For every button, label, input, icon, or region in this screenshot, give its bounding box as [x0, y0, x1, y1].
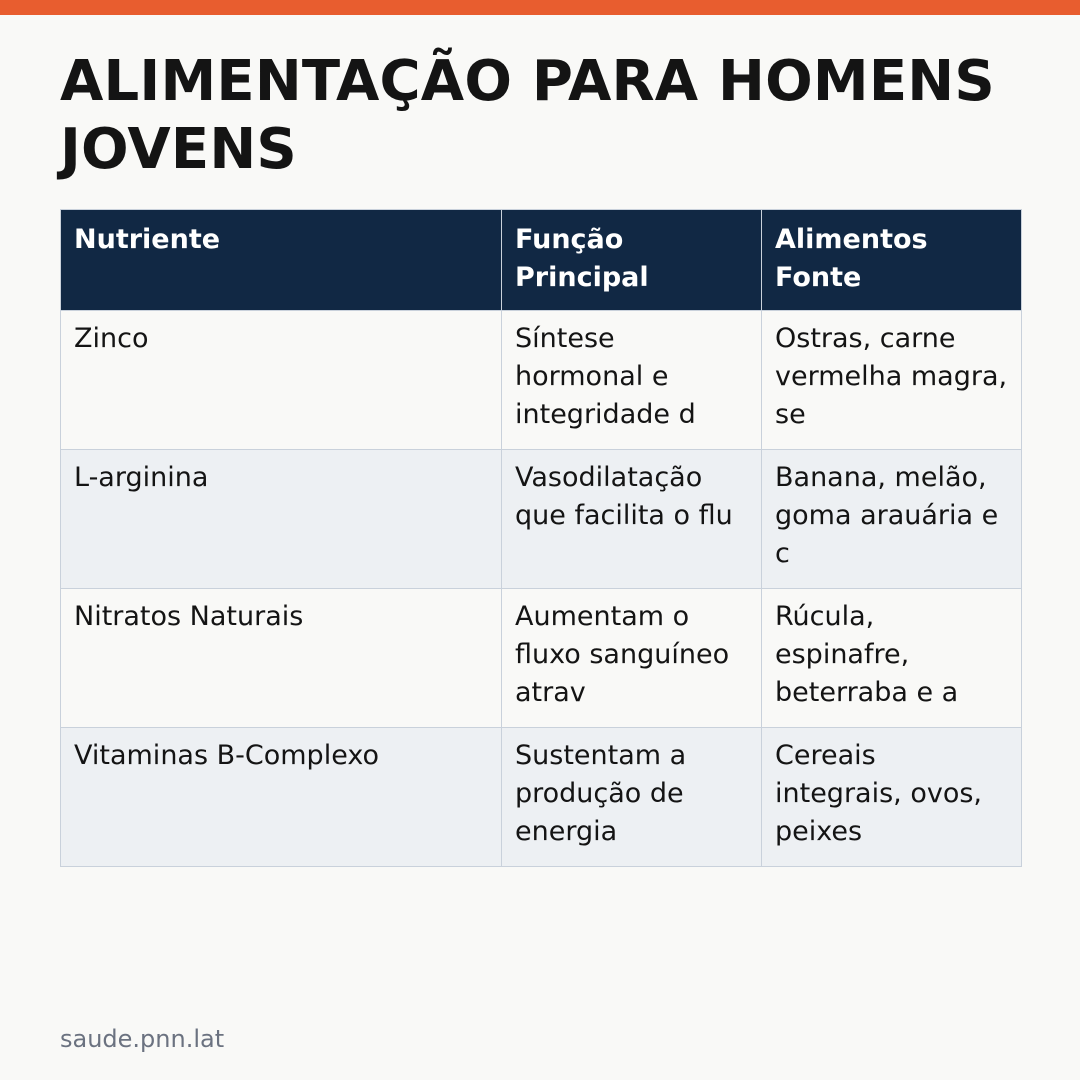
header-alimentos-fonte: Alimentos Fonte	[762, 210, 1022, 311]
food-source-cell: Ostras, carne vermelha magra, se	[762, 311, 1022, 450]
footer-site-url: saude.pnn.lat	[60, 1025, 225, 1053]
header-nutriente: Nutriente	[61, 210, 502, 311]
table-row	[61, 450, 1022, 589]
food-source-cell: Rúcula, espinafre, beterraba e a	[762, 589, 1022, 728]
function-cell: Aumentam o fluxo sanguíneo atrav	[502, 589, 762, 728]
header-funcao-principal: Função Principal	[502, 210, 762, 311]
table-header-row	[61, 210, 1022, 311]
table-row	[61, 728, 1022, 867]
function-cell: Síntese hormonal e integridade d	[502, 311, 762, 450]
function-cell: Sustentam a produção de energia	[502, 728, 762, 867]
nutrient-cell: Vitaminas B-Complexo	[61, 728, 502, 867]
nutrient-cell: Nitratos Naturais	[61, 589, 502, 728]
page-title: ALIMENTAÇÃO PARA HOMENS JOVENS	[60, 49, 995, 182]
nutrient-cell: Zinco	[61, 311, 502, 450]
nutrient-table	[60, 209, 1022, 867]
function-cell: Vasodilatação que facilita o flu	[502, 450, 762, 589]
top-accent-bar	[0, 0, 1080, 15]
food-source-cell: Cereais integrais, ovos, peixes	[762, 728, 1022, 867]
table-row	[61, 589, 1022, 728]
table-row	[61, 311, 1022, 450]
food-source-cell: Banana, melão, goma arauária e c	[762, 450, 1022, 589]
nutrient-cell: L-arginina	[61, 450, 502, 589]
